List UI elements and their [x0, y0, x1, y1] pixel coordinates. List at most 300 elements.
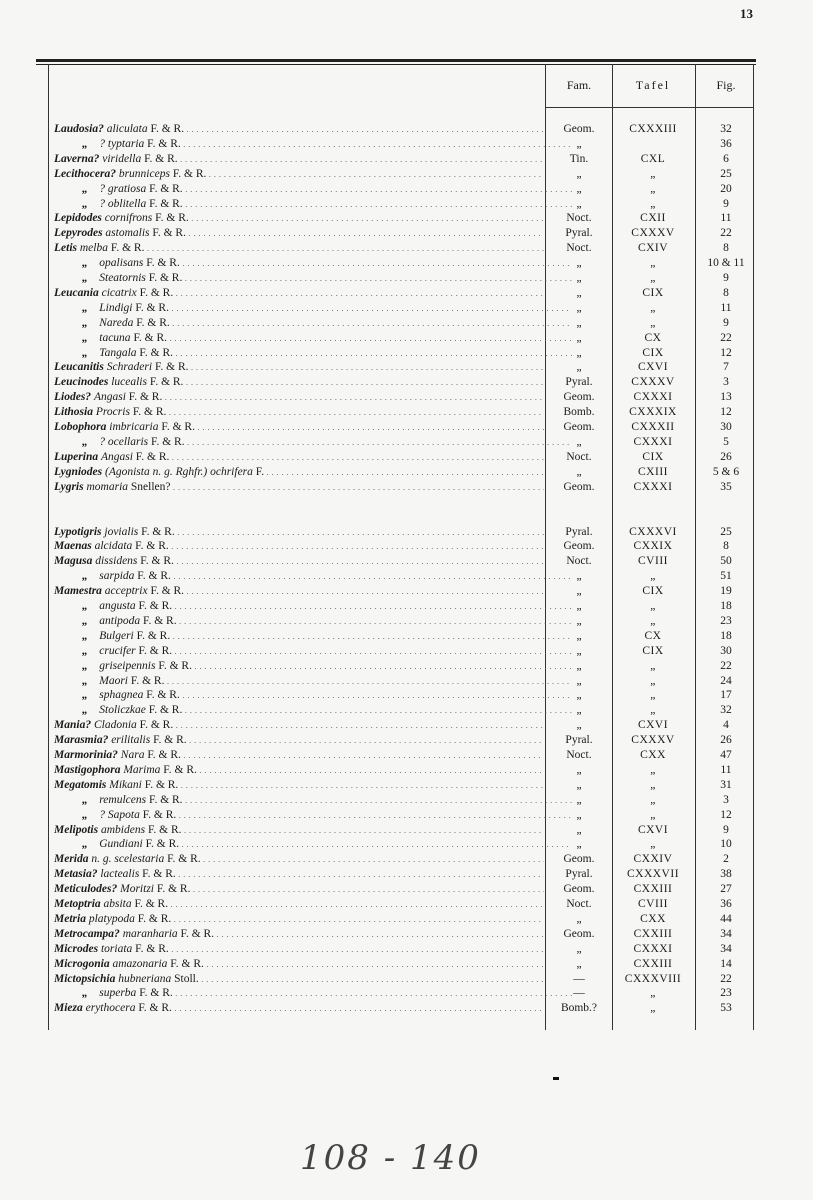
species-name — [54, 852, 544, 867]
fig-cell: 18 — [720, 629, 732, 642]
authority: F. & R. — [137, 570, 171, 583]
tafel-cell: CXXXI — [633, 435, 673, 448]
authority: F. & R. — [154, 361, 189, 374]
authority: F. & R. — [134, 898, 169, 910]
species-name — [54, 778, 544, 793]
species-epithet: lactealis — [100, 868, 140, 881]
authority: F. & R. — [132, 406, 167, 419]
table-row — [0, 763, 813, 778]
authority: F. & R. — [167, 853, 201, 866]
species-epithet: Schraderi — [106, 361, 153, 374]
genus-name: Metasia? — [54, 868, 98, 881]
species-epithet: Nareda — [99, 316, 134, 329]
genus-name: Laverna? — [54, 152, 100, 165]
authority: F. & R. — [148, 272, 183, 284]
fig-cell: 10 & 11 — [707, 257, 745, 270]
fam-cell: Geom. — [563, 540, 595, 553]
fig-cell: 20 — [720, 182, 732, 195]
authority: Stoll. — [174, 972, 199, 985]
species-epithet: Stoliczkae — [99, 704, 146, 717]
species-name — [54, 360, 544, 375]
genus-name: Mictopsichia — [54, 972, 116, 985]
species-epithet: alcidata — [94, 540, 133, 553]
fam-cell: „ — [576, 808, 582, 821]
species-epithet: ? Sapota — [99, 808, 140, 821]
species-epithet: ambidens — [100, 823, 146, 836]
authority: F. & R. — [150, 123, 185, 135]
tafel-cell: CXXIII — [633, 883, 673, 896]
table-row — [0, 569, 813, 584]
table-row — [0, 137, 813, 152]
species-epithet: Angasi — [100, 450, 133, 463]
fam-cell: Geom. — [563, 123, 595, 135]
genus-name: Mastigophora — [54, 763, 121, 776]
species-epithet: viridella — [102, 152, 142, 165]
tafel-cell: CVIII — [638, 555, 668, 568]
genus-name: Metrocampa? — [54, 927, 120, 940]
tafel-cell: CXXXIX — [629, 406, 677, 419]
species-epithet: (Agonista n. g. Rghfr.) ochrifera — [105, 465, 253, 478]
authority: F. & R. — [136, 316, 170, 329]
species-name — [54, 480, 544, 495]
genus-name: Letis — [54, 242, 77, 255]
genus-name: Meticulodes? — [54, 883, 118, 896]
fam-cell: — — [573, 987, 585, 1000]
tafel-cell: „ — [650, 1002, 656, 1015]
species-epithet: Gundiani — [99, 838, 143, 851]
fig-cell: 9 — [723, 316, 729, 329]
tafel-cell: CXXIV — [633, 853, 673, 866]
table-row — [0, 1001, 813, 1016]
table-row — [0, 435, 813, 450]
table-row — [0, 480, 813, 495]
table-row — [0, 167, 813, 182]
species-epithet: cornifrons — [104, 212, 153, 225]
species-name — [54, 167, 544, 182]
fam-cell: Bomb. — [563, 406, 595, 419]
species-name — [82, 197, 572, 212]
species-epithet: jovialis — [104, 525, 139, 538]
tafel-cell: CIX — [642, 644, 664, 657]
tafel-cell: „ — [650, 257, 656, 270]
fam-cell: „ — [576, 614, 582, 627]
table-row — [0, 271, 813, 286]
genus-name: „ — [82, 272, 88, 284]
fam-cell: „ — [576, 465, 582, 478]
table-row — [0, 674, 813, 689]
fig-cell: 34 — [720, 942, 732, 955]
genus-name: Maenas — [54, 540, 92, 553]
species-epithet: superba — [99, 987, 137, 1000]
species-name — [54, 420, 544, 435]
species-epithet: Maori — [99, 674, 128, 687]
fig-cell: 25 — [720, 167, 732, 180]
authority: F. & R. — [139, 286, 174, 299]
fig-cell: 26 — [720, 734, 732, 747]
fam-cell: Noct. — [566, 212, 592, 225]
fam-cell: „ — [576, 674, 582, 687]
species-name — [54, 584, 544, 599]
fig-cell: 23 — [720, 987, 732, 1000]
fam-cell: „ — [576, 197, 582, 210]
authority: F. & R. — [149, 376, 184, 389]
fig-cell: 34 — [720, 927, 732, 940]
species-epithet: opalisans — [99, 257, 144, 270]
fig-cell: 17 — [720, 689, 732, 702]
species-epithet: tacuna — [99, 331, 131, 344]
authority: F. & R. — [145, 838, 180, 851]
species-epithet: ? gratiosa — [99, 182, 147, 195]
authority: F. & R. — [149, 197, 183, 210]
fam-cell: „ — [576, 257, 582, 270]
table-row — [0, 629, 813, 644]
table-row — [0, 539, 813, 554]
genus-name: Lygniodes — [54, 465, 103, 478]
tafel-cell: „ — [650, 689, 656, 702]
species-name — [54, 942, 544, 957]
species-name — [54, 972, 544, 987]
species-epithet: dissidens — [95, 555, 138, 568]
fig-cell: 2 — [723, 853, 729, 866]
tafel-cell: CXXXI — [633, 942, 673, 955]
genus-name: „ — [82, 987, 88, 1000]
species-epithet: Marima — [123, 763, 161, 776]
authority: F. & R. — [140, 555, 174, 568]
species-epithet: amazonaria — [112, 957, 168, 970]
species-epithet: acceptrix — [104, 585, 148, 598]
table-row — [0, 718, 813, 733]
species-epithet: Nara — [120, 749, 145, 761]
species-epithet: Angasi — [93, 391, 126, 404]
authority: F. & R. — [148, 793, 183, 806]
species-name — [54, 718, 544, 733]
authority: F. & R. — [141, 525, 175, 538]
species-name — [54, 241, 544, 256]
fig-cell: 47 — [720, 749, 732, 761]
species-name — [82, 629, 572, 644]
table-row — [0, 301, 813, 316]
fam-cell: „ — [576, 957, 582, 970]
species-name — [54, 554, 544, 569]
species-epithet: crucifer — [99, 644, 136, 657]
authority: F. & R. — [146, 257, 180, 270]
fam-cell: „ — [576, 272, 582, 284]
species-name — [82, 614, 572, 629]
tafel-cell: „ — [650, 272, 656, 284]
fam-cell: Noct. — [566, 898, 592, 910]
fam-cell: Pyral. — [565, 376, 593, 389]
tafel-cell: „ — [650, 704, 656, 717]
genus-name: Lypotigris — [54, 525, 102, 538]
table-row — [0, 972, 813, 987]
fig-cell: 9 — [723, 823, 729, 836]
genus-name: Lygris — [54, 480, 84, 493]
header-rule — [545, 107, 753, 108]
species-name — [82, 703, 572, 718]
tafel-cell: CXL — [640, 152, 666, 165]
tafel-cell: CXXXIII — [629, 123, 677, 135]
fig-cell: 11 — [720, 212, 732, 225]
table-row — [0, 897, 813, 912]
table-row — [0, 182, 813, 197]
tafel-cell: CXXXVI — [629, 525, 677, 538]
genus-name: Marmorinia? — [54, 749, 118, 761]
authority: F. & R. — [135, 450, 170, 463]
table-row — [0, 942, 813, 957]
genus-name: Megatomis — [54, 778, 107, 791]
tafel-cell: CXXXV — [631, 227, 675, 240]
fam-cell: Tin. — [569, 152, 589, 165]
page-number: 13 — [740, 6, 753, 21]
fig-cell: 3 — [723, 376, 729, 389]
fig-cell: 26 — [720, 450, 732, 463]
species-epithet: Cladonia — [93, 719, 137, 732]
genus-name: „ — [82, 331, 88, 344]
species-epithet: Bulgeri — [99, 629, 134, 642]
authority: F. & R. — [150, 585, 185, 598]
fig-cell: 8 — [723, 540, 729, 553]
fig-cell: 31 — [720, 778, 732, 791]
genus-name: Merida — [54, 853, 89, 866]
authority: F. & R. — [135, 540, 169, 553]
tafel-cell: CXXXVIII — [624, 972, 682, 985]
table-row — [0, 599, 813, 614]
fam-cell: „ — [576, 600, 582, 612]
fig-cell: 8 — [723, 286, 729, 299]
authority: F. & R. — [155, 212, 189, 225]
table-row — [0, 152, 813, 167]
tafel-cell: CIX — [642, 286, 664, 299]
table-row — [0, 882, 813, 897]
species-name — [82, 271, 572, 286]
authority: F. & R. — [142, 868, 176, 881]
table-row — [0, 316, 813, 331]
genus-name: Leucinodes — [54, 376, 109, 389]
genus-name: „ — [82, 644, 88, 657]
species-name — [54, 390, 544, 405]
tafel-cell: CIX — [642, 450, 664, 463]
species-name — [54, 226, 544, 241]
species-name — [54, 912, 544, 927]
genus-name: Lepidodes — [54, 212, 102, 225]
fam-cell: Noct. — [566, 555, 592, 568]
genus-name: Metoptria — [54, 898, 101, 910]
authority: F. & R. — [142, 808, 177, 821]
fam-cell: „ — [576, 942, 582, 955]
species-name — [54, 1001, 544, 1016]
species-name — [54, 152, 544, 167]
genus-name: „ — [82, 257, 88, 270]
species-name — [54, 897, 544, 912]
species-epithet: antipoda — [99, 614, 141, 627]
fig-cell: 36 — [720, 898, 732, 910]
fig-cell: 4 — [723, 719, 729, 732]
species-name — [82, 331, 572, 346]
table-row — [0, 703, 813, 718]
species-name — [82, 569, 572, 584]
species-epithet: maranharia — [122, 927, 178, 940]
genus-name: „ — [82, 838, 88, 851]
species-name — [82, 808, 572, 823]
species-name — [54, 525, 544, 540]
table-row — [0, 659, 813, 674]
fig-cell: 32 — [720, 704, 732, 717]
authority: F. & R. — [139, 346, 174, 359]
fam-cell: Pyral. — [565, 227, 593, 240]
table-row — [0, 286, 813, 301]
species-epithet: momaria — [86, 480, 129, 493]
fig-cell: 27 — [720, 883, 732, 896]
fig-cell: 51 — [720, 570, 732, 583]
tafel-cell: CVIII — [638, 898, 668, 910]
fig-cell: 19 — [720, 585, 732, 598]
authority: F. — [255, 465, 265, 478]
genus-name: Lobophora — [54, 421, 107, 433]
species-epithet: n. g. scelestaria — [91, 853, 165, 866]
fam-cell: — — [573, 972, 585, 985]
authority: F. & R. — [153, 734, 187, 747]
genus-name: Mieza — [54, 1002, 83, 1015]
tafel-cell: CX — [644, 331, 662, 344]
species-name — [54, 867, 544, 882]
species-epithet: Tangala — [99, 346, 137, 359]
fig-cell: 10 — [720, 838, 732, 851]
tafel-cell: „ — [650, 793, 656, 806]
fam-cell: „ — [576, 316, 582, 329]
fig-cell: 22 — [720, 659, 732, 672]
species-name — [54, 733, 544, 748]
fig-cell: 50 — [720, 555, 732, 568]
species-name — [82, 688, 572, 703]
fam-cell: „ — [576, 763, 582, 776]
fam-cell: Noct. — [566, 749, 592, 761]
handwritten-page-range: 108 - 140 — [300, 1138, 481, 1178]
authority: F. & R. — [135, 942, 169, 955]
genus-name: Laudosia? — [54, 123, 104, 135]
genus-name: „ — [82, 435, 88, 448]
genus-name: „ — [82, 614, 88, 627]
authority: F. & R. — [170, 957, 204, 970]
fam-cell: Geom. — [563, 927, 595, 940]
species-epithet: astomalis — [105, 227, 150, 240]
species-name — [54, 405, 544, 420]
species-name — [82, 644, 572, 659]
fig-cell: 25 — [720, 525, 732, 538]
tafel-cell: CXXXV — [631, 376, 675, 389]
tafel-cell: CXXIII — [633, 957, 673, 970]
authority: F. & R. — [180, 927, 215, 940]
species-name — [82, 837, 572, 852]
fam-cell: Geom. — [563, 391, 595, 404]
genus-name: Metria — [54, 912, 86, 925]
table-row — [0, 226, 813, 241]
fig-cell: 18 — [720, 600, 732, 612]
tafel-cell: CXXIX — [633, 540, 673, 553]
authority: Snellen? — [130, 480, 171, 493]
tafel-cell: CXXIII — [633, 927, 673, 940]
species-epithet: platypoda — [88, 912, 135, 925]
fam-cell: „ — [576, 570, 582, 583]
genus-name: „ — [82, 793, 88, 806]
genus-name: „ — [82, 689, 88, 702]
table-row — [0, 793, 813, 808]
authority: F. & R. — [151, 435, 185, 448]
species-epithet: imbricaria — [109, 421, 159, 433]
fig-cell: 36 — [720, 137, 732, 150]
fam-cell: Pyral. — [565, 734, 593, 747]
species-name — [82, 793, 572, 808]
authority: F. & R. — [138, 1002, 172, 1015]
species-epithet: griseipennis — [99, 659, 156, 672]
tafel-cell: CIX — [642, 346, 664, 359]
authority: F. & R. — [138, 644, 173, 657]
genus-name: „ — [82, 346, 88, 359]
table-row — [0, 375, 813, 390]
species-name — [54, 375, 544, 390]
table-row — [0, 823, 813, 838]
authority: F. & R. — [133, 331, 168, 344]
table-row — [0, 778, 813, 793]
species-epithet: cicatrix — [101, 286, 137, 299]
table-row — [0, 211, 813, 226]
authority: F. & R. — [172, 167, 207, 180]
fam-cell: „ — [576, 912, 582, 925]
species-name — [54, 748, 544, 763]
table-row — [0, 808, 813, 823]
fig-cell: 5 & 6 — [712, 465, 740, 478]
genus-name: Leucania — [54, 286, 99, 299]
fam-cell: „ — [576, 823, 582, 836]
table-row — [0, 584, 813, 599]
species-name — [54, 286, 544, 301]
species-epithet: hubneriana — [118, 972, 172, 985]
tafel-cell: „ — [650, 182, 656, 195]
genus-name: „ — [82, 137, 88, 150]
fam-cell: „ — [576, 182, 582, 195]
species-name — [82, 346, 572, 361]
fam-cell: Geom. — [563, 421, 595, 433]
fig-cell: 22 — [720, 972, 732, 985]
fam-cell: „ — [576, 629, 582, 642]
species-name — [54, 927, 544, 942]
tafel-cell: „ — [650, 167, 656, 180]
genus-name: Mania? — [54, 719, 92, 732]
tafel-cell: „ — [650, 316, 656, 329]
genus-name: „ — [82, 316, 88, 329]
species-name — [54, 122, 544, 137]
tafel-cell: CXIII — [638, 465, 668, 478]
species-epithet: Moritzi — [120, 883, 154, 896]
fam-cell: „ — [576, 689, 582, 702]
species-epithet: lucealis — [111, 376, 147, 389]
fig-cell: 13 — [720, 391, 732, 404]
species-name — [82, 674, 572, 689]
fig-cell: 6 — [723, 152, 729, 165]
genus-name: Leucanitis — [54, 361, 104, 374]
tafel-cell: CIX — [642, 585, 664, 598]
table-row — [0, 957, 813, 972]
tafel-cell: „ — [650, 838, 656, 851]
species-name — [54, 823, 544, 838]
species-epithet: ? oblitella — [99, 197, 147, 210]
species-name — [82, 316, 572, 331]
table-row — [0, 360, 813, 375]
fam-cell: „ — [576, 301, 582, 314]
table-row — [0, 390, 813, 405]
fig-cell: 8 — [723, 242, 729, 255]
table-row — [0, 644, 813, 659]
fig-cell: 38 — [720, 868, 732, 881]
